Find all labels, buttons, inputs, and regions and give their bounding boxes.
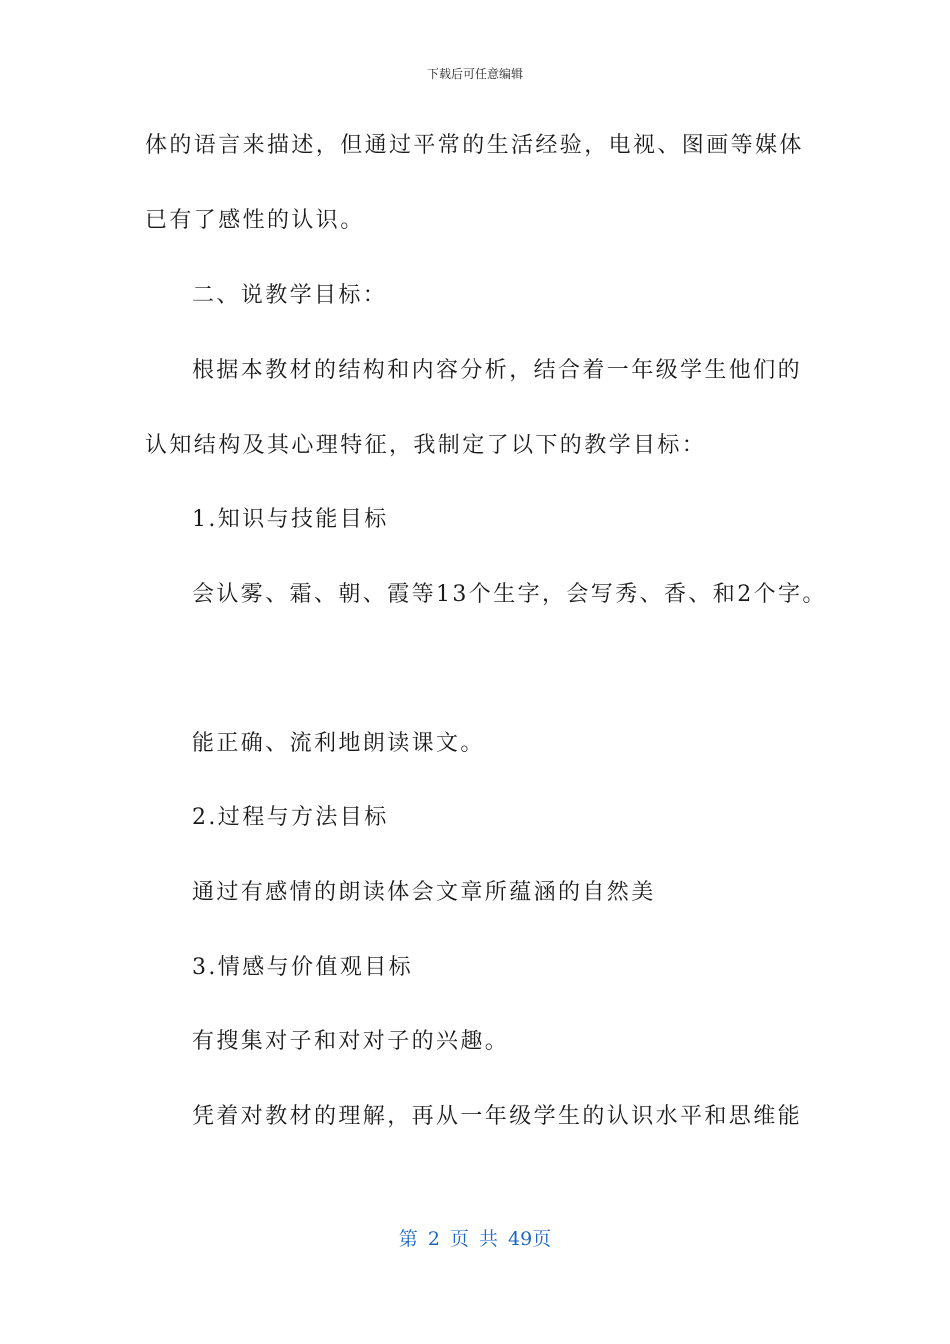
paragraph-line-2: 已有了感性的认识。 bbox=[145, 208, 365, 233]
paragraph-line-12: 有搜集对子和对对子的兴趣。 bbox=[192, 1029, 510, 1054]
paragraph-line-13: 凭着对教材的理解，再从一年级学生的认识水平和思维能 bbox=[192, 1104, 803, 1129]
page-header: 下载后可任意编辑 bbox=[426, 67, 523, 81]
section-heading-teaching-goals: 二、说教学目标： bbox=[192, 283, 388, 308]
subheading-process-method: 2.过程与方法目标 bbox=[192, 805, 389, 830]
paragraph-line-1: 体的语言来描述，但通过平常的生活经验，电视、图画等媒体 bbox=[145, 133, 804, 158]
page-number-footer: 第 2 页 共 49页 bbox=[398, 1228, 552, 1250]
subheading-knowledge-skills: 1.知识与技能目标 bbox=[192, 507, 389, 532]
paragraph-line-4: 根据本教材的结构和内容分析，结合着一年级学生他们的 bbox=[192, 358, 803, 383]
subheading-emotion-values: 3.情感与价值观目标 bbox=[192, 955, 413, 980]
paragraph-line-10: 通过有感情的朗读体会文章所蕴涵的自然美 bbox=[192, 880, 656, 905]
paragraph-line-7: 会认雾、霜、朝、霞等13个生字，会写秀、香、和2个字。 bbox=[192, 582, 827, 607]
paragraph-line-8: 能正确、流利地朗读课文。 bbox=[192, 731, 485, 756]
paragraph-line-5: 认知结构及其心理特征，我制定了以下的教学目标： bbox=[145, 433, 707, 458]
